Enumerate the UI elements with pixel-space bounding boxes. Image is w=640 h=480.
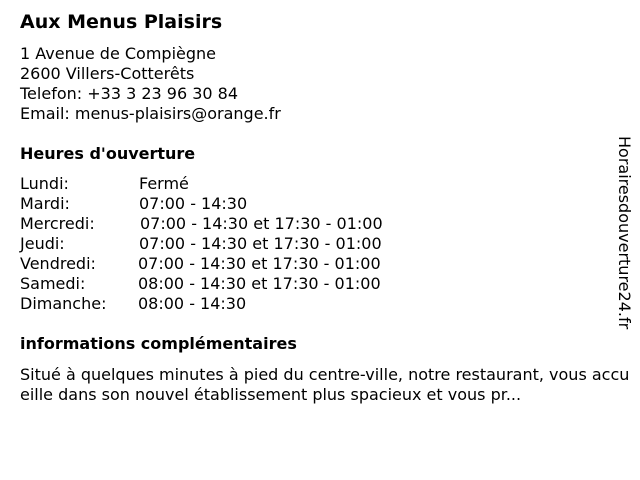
- day-label: Lundi:: [20, 174, 69, 193]
- day-label: Mercredi:: [20, 214, 95, 233]
- day-hours: Fermé: [139, 174, 189, 193]
- day-hours: 08:00 - 14:30 et 17:30 - 01:00: [138, 274, 381, 293]
- day-hours: 07:00 - 14:30 et 17:30 - 01:00: [138, 254, 381, 273]
- day-label: Samedi:: [20, 274, 86, 293]
- additional-info-text: Situé à quelques minutes à pied du centre-ville, notre restaurant, vous accueille dans son nouvel établissement plus spacieux et vous pr...: [20, 365, 630, 404]
- day-label: Jeudi:: [20, 234, 65, 253]
- day-hours: 07:00 - 14:30 et 17:30 - 01:00: [140, 214, 383, 233]
- site-watermark: Horairesdouverture24.fr: [615, 136, 634, 330]
- additional-info-heading: informations complémentaires: [20, 334, 297, 353]
- address-city: 2600 Villers-Cotterêts: [20, 64, 195, 83]
- day-hours: 08:00 - 14:30: [138, 294, 247, 313]
- email-address: Email: menus-plaisirs@orange.fr: [20, 104, 281, 123]
- day-label: Vendredi:: [20, 254, 96, 273]
- day-hours: 07:00 - 14:30 et 17:30 - 01:00: [139, 234, 382, 253]
- phone-number: Telefon: +33 3 23 96 30 84: [20, 84, 239, 103]
- day-label: Mardi:: [20, 194, 70, 213]
- day-label: Dimanche:: [20, 294, 107, 313]
- business-name: Aux Menus Plaisirs: [20, 11, 223, 33]
- contact-block: [20, 44, 281, 124]
- day-hours: 07:00 - 14:30: [139, 194, 248, 213]
- opening-hours-heading: Heures d'ouverture: [20, 144, 196, 163]
- address-street: 1 Avenue de Compiègne: [20, 44, 217, 63]
